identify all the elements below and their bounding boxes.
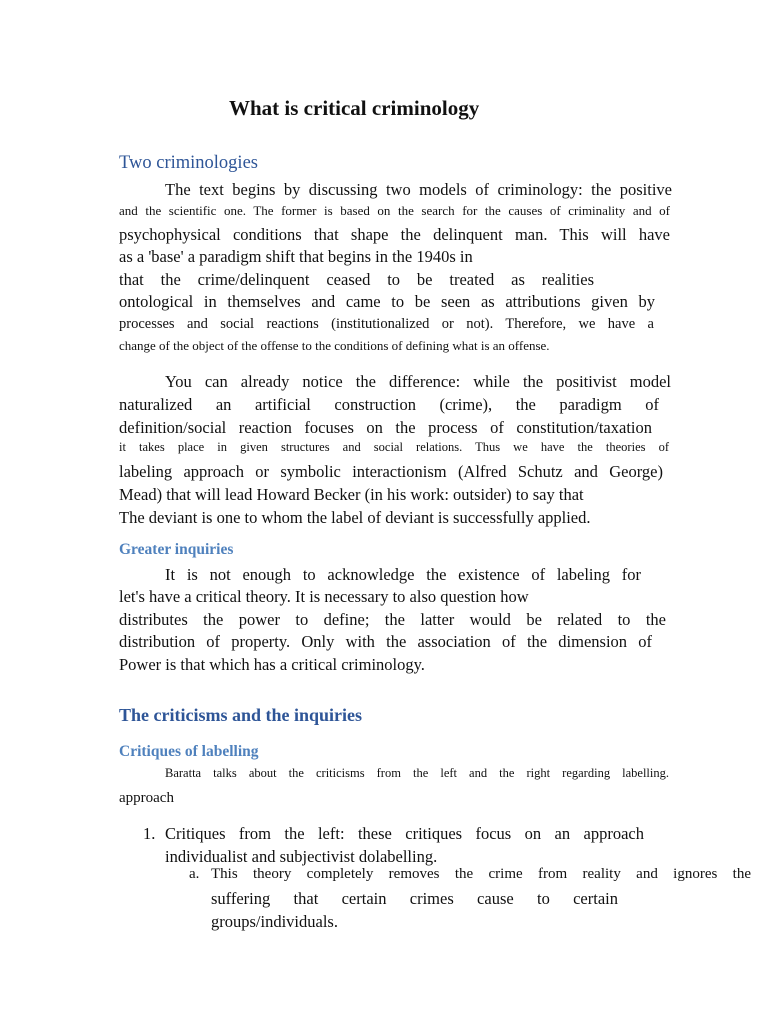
- paragraph-line: The text begins by discussing two models of criminology: the positive: [165, 180, 672, 199]
- paragraph-line: approach: [119, 790, 174, 806]
- paragraph-line: Power is that which has a critical criminology.: [119, 655, 425, 674]
- sub-list-item-line: groups/individuals.: [211, 912, 338, 931]
- sub-list-item-line: This theory completely removes the crime from reality and ignores the: [211, 866, 751, 882]
- list-item-number: 1.: [143, 824, 156, 843]
- section-heading-two-criminologies: Two criminologies: [119, 153, 258, 173]
- paragraph-line: You can already notice the difference: while the positivist model: [165, 372, 671, 391]
- paragraph-line: The deviant is one to whom the label of deviant is successfully applied.: [119, 508, 591, 527]
- sub-list-item-letter: a.: [189, 866, 200, 882]
- paragraph-line: distributes the power to define; the latter would be related to the: [119, 610, 666, 629]
- paragraph-line: definition/social reaction focuses on the process of constitution/taxation: [119, 418, 652, 437]
- paragraph-line: psychophysical conditions that shape the delinquent man. This will have: [119, 225, 670, 244]
- paragraph-line: and the scientific one. The former is based on the search for the causes of criminality and of: [119, 203, 670, 218]
- paragraph-line: it takes place in given structures and social relations. Thus we have the theories of: [119, 440, 669, 454]
- sub-list-item-line: suffering that certain crimes cause to certain: [211, 889, 618, 908]
- paragraph-line: let's have a critical theory. It is necessary to also question how: [119, 587, 529, 606]
- paragraph-line: naturalized an artificial construction (crime), the paradigm of: [119, 395, 659, 414]
- list-item-line: Critiques from the left: these critiques focus on an approach: [165, 824, 644, 843]
- list-item-line: individualist and subjectivist dolabelling.: [165, 847, 438, 866]
- paragraph-line: as a 'base' a paradigm shift that begins in the 1940s in: [119, 247, 473, 266]
- paragraph-line: labeling approach or symbolic interactionism (Alfred Schutz and George): [119, 462, 663, 481]
- section-heading-criticisms: The criticisms and the inquiries: [119, 705, 363, 725]
- paragraph-line: change of the object of the offense to the conditions of defining what is an offense.: [119, 338, 550, 353]
- paragraph-line: that the crime/delinquent ceased to be treated as realities: [119, 270, 594, 289]
- paragraph-line: distribution of property. Only with the association of the dimension of: [119, 632, 652, 651]
- paragraph-line: Mead) that will lead Howard Becker (in his work: outsider) to say that: [119, 485, 584, 504]
- paragraph-line: Baratta talks about the criticisms from the left and the right regarding labelling.: [165, 766, 669, 780]
- document-title: What is critical criminology: [229, 96, 480, 120]
- paragraph-line: ontological in themselves and came to be seen as attributions given by: [119, 292, 655, 311]
- paragraph-line: It is not enough to acknowledge the existence of labeling for: [165, 565, 641, 584]
- section-heading-critiques-of-labelling: Critiques of labelling: [119, 743, 259, 760]
- section-heading-greater-inquiries: Greater inquiries: [119, 541, 234, 558]
- paragraph-line: processes and social reactions (institutionalized or not). Therefore, we have a: [119, 316, 654, 332]
